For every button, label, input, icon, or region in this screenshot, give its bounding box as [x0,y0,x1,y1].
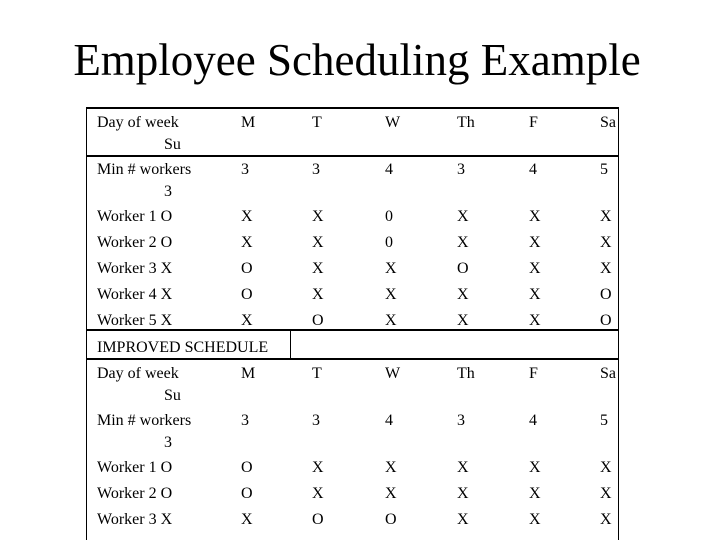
table-cell: X [457,312,469,329]
table-cell: F [529,114,538,131]
table-cell: X [600,485,612,502]
table-cell: F [529,365,538,382]
table-cell: T [312,114,322,131]
table-cell: X [241,511,253,528]
table-divider-1 [86,155,619,157]
table-cell: 4 [385,412,393,429]
table-cell: X [457,234,469,251]
table-top-border [86,107,619,109]
table-row [0,485,720,511]
row-label-continuation: Su [164,136,181,153]
table-row [0,365,720,404]
row-label: Day of week [97,365,179,382]
table-row [0,234,720,260]
table-cell: Th [457,365,475,382]
table-cell: X [457,511,469,528]
table-cell: 0 [385,208,393,225]
row-label: Worker 1 O [97,208,173,225]
table-cell: 3 [457,161,465,178]
table-cell: 3 [457,412,465,429]
row-label: Min # workers [97,161,192,178]
table-cell: O [312,511,324,528]
row-label: Worker 3 X [97,511,173,528]
table-cell: W [385,365,401,382]
table-cell: X [385,459,397,476]
table-cell: M [241,365,256,382]
table-cell: X [241,312,253,329]
table-cell: O [385,511,397,528]
table-cell: 3 [241,161,249,178]
table-cell: 3 [312,161,320,178]
table-cell: 3 [241,412,249,429]
row-label: Min # workers [97,412,192,429]
table-row [0,312,720,338]
table-cell: W [385,114,401,131]
table-cell: X [241,208,253,225]
table-cell: O [600,312,612,329]
table-cell: O [241,485,253,502]
row-label: Worker 2 O [97,234,173,251]
table-cell: X [529,485,541,502]
table-cell: 4 [529,412,537,429]
table-cell: X [312,485,324,502]
table-cell: X [241,234,253,251]
table-cell: M [241,114,256,131]
table-cell: X [600,208,612,225]
table-cell: O [457,260,469,277]
table-row [0,286,720,312]
table-cell: T [312,365,322,382]
table-cell: X [457,485,469,502]
table-cell: X [385,485,397,502]
table-cell: X [312,208,324,225]
slide-title: Employee Scheduling Example [73,35,641,85]
table-cell: O [312,312,324,329]
table-cell: X [600,511,612,528]
table-row [0,459,720,485]
table-cell: X [600,260,612,277]
improved-schedule-heading-row [0,339,720,365]
table-row [0,260,720,286]
row-label: Worker 5 X [97,312,173,329]
table-cell: X [312,459,324,476]
improved-schedule-heading: IMPROVED SCHEDULE [97,339,269,356]
table-row [0,412,720,451]
row-label-continuation: 3 [164,183,172,200]
table-cell: O [241,260,253,277]
table-cell: Sa [600,365,616,382]
table-row [0,511,720,537]
table-cell: 5 [600,161,608,178]
table-cell: X [529,511,541,528]
table-cell: 3 [312,412,320,429]
row-label: Worker 3 X [97,260,173,277]
table-cell: 4 [385,161,393,178]
table-cell: X [529,459,541,476]
table-cell: X [312,260,324,277]
table-row [0,161,720,200]
row-label: Worker 4 X [97,286,173,303]
table-cell: Sa [600,114,616,131]
table-cell: X [457,286,469,303]
table-cell: 0 [385,234,393,251]
table-cell: O [241,459,253,476]
table-cell: 5 [600,412,608,429]
table-cell: X [385,312,397,329]
table-cell: X [457,459,469,476]
table-cell: Th [457,114,475,131]
row-label-continuation: Su [164,387,181,404]
table-cell: X [457,208,469,225]
table-cell: O [241,286,253,303]
table-cell: O [600,286,612,303]
table-cell: X [529,208,541,225]
table-row [0,114,720,153]
table-cell: X [312,234,324,251]
table-cell: X [529,260,541,277]
table-cell: X [312,286,324,303]
table-cell: X [385,260,397,277]
table-cell: X [600,459,612,476]
row-label: Worker 1 O [97,459,173,476]
table-cell: X [600,234,612,251]
row-label: Worker 2 O [97,485,173,502]
table-cell: X [529,286,541,303]
table-cell: X [385,286,397,303]
table-row [0,208,720,234]
table-cell: 4 [529,161,537,178]
row-label: Day of week [97,114,179,131]
row-label-continuation: 3 [164,434,172,451]
table-cell: X [529,234,541,251]
table-cell: X [529,312,541,329]
